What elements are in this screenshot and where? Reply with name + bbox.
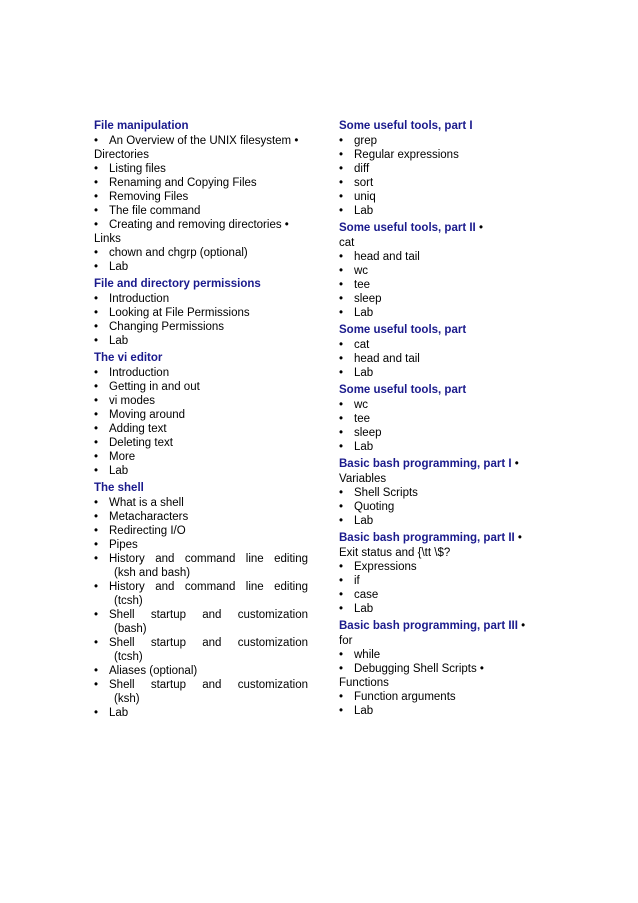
section-basic-bash-programming-part-iii: [339, 619, 549, 718]
section-heading-text: The shell: [94, 482, 144, 494]
bullet-item: • Lab: [339, 204, 549, 218]
bullet-item: • if: [339, 574, 549, 588]
bullet-item: • Shell startup and customization: [94, 608, 308, 622]
bullet-item: • Lab: [339, 306, 549, 320]
bullet-item: • cat: [339, 338, 549, 352]
heading-bullet: •: [514, 532, 522, 544]
bullet-item: • Deleting text: [94, 436, 308, 450]
section-heading: [94, 481, 308, 495]
bullet-item: • More: [94, 450, 308, 464]
section-heading-text: Basic bash programming, part I: [339, 458, 512, 470]
heading-bullet: •: [517, 620, 526, 632]
continuation-line: (tcsh): [114, 595, 143, 607]
continuation-line: for: [339, 635, 353, 647]
section-heading-text: Basic bash programming, part III: [339, 620, 518, 632]
bullet-item: • Lab: [94, 706, 308, 720]
bullet-item: • Redirecting I/O: [94, 524, 308, 538]
section-heading-text: File and directory permissions: [94, 278, 261, 290]
section-some-useful-tools-part: [339, 323, 549, 380]
bullet-item: • Lab: [339, 704, 549, 718]
section-file-manipulation: [94, 119, 308, 274]
bullet-item: • sleep: [339, 292, 549, 306]
bullet-item: • Lab: [339, 366, 549, 380]
bullet-item: • Introduction: [94, 292, 308, 306]
bullet-item: • What is a shell: [94, 496, 308, 510]
section-heading: [339, 221, 549, 235]
bullet-item: • Looking at File Permissions: [94, 306, 308, 320]
bullet-item: • Pipes: [94, 538, 308, 552]
bullet-item: • History and command line editing: [94, 580, 308, 594]
bullet-item: • Debugging Shell Scripts •: [339, 662, 549, 676]
bullet-item: • chown and chgrp (optional): [94, 246, 308, 260]
section-heading-text: The vi editor: [94, 352, 163, 364]
continuation-line: Links: [94, 233, 121, 245]
bullet-item: • Lab: [94, 464, 308, 478]
bullet-item: • tee: [339, 278, 549, 292]
section-basic-bash-programming-part-i: [339, 457, 549, 528]
bullet-item: • sort: [339, 176, 549, 190]
continuation-line: (tcsh): [114, 651, 143, 663]
bullet-item: • Shell startup and customization: [94, 636, 308, 650]
section-heading-text: Basic bash programming, part II: [339, 532, 515, 544]
bullet-item: • uniq: [339, 190, 549, 204]
bullet-item: • diff: [339, 162, 549, 176]
bullet-item: • Lab: [339, 440, 549, 454]
bullet-item: • Moving around: [94, 408, 308, 422]
bullet-item: • Changing Permissions: [94, 320, 308, 334]
section-heading: [94, 119, 308, 133]
section-heading: [339, 457, 549, 471]
bullet-item: • grep: [339, 134, 549, 148]
section-some-useful-tools-part: [339, 383, 549, 454]
bullet-item: • Shell startup and customization: [94, 678, 308, 692]
bullet-item: • head and tail: [339, 352, 549, 366]
bullet-item: • Metacharacters: [94, 510, 308, 524]
bullet-item: • Lab: [339, 514, 549, 528]
bullet-item: • The file command: [94, 204, 308, 218]
section-heading-text: Some useful tools, part: [339, 324, 467, 336]
bullet-item: • vi modes: [94, 394, 308, 408]
section-basic-bash-programming-part-ii: [339, 531, 549, 616]
bullet-item: • sleep: [339, 426, 549, 440]
section-heading-text: Some useful tools, part II: [339, 222, 476, 234]
continuation-line: Directories: [94, 149, 149, 161]
bullet-item: • wc: [339, 264, 549, 278]
bullet-item: • Lab: [339, 602, 549, 616]
continuation-line: (ksh and bash): [114, 567, 191, 579]
section-some-useful-tools-part-ii: [339, 221, 549, 320]
bullet-item: • Quoting: [339, 500, 549, 514]
section-heading: [339, 531, 549, 545]
bullet-item: • Aliases (optional): [94, 664, 308, 678]
continuation-line: Exit status and {\tt \$?: [339, 547, 451, 559]
heading-bullet: •: [511, 458, 519, 470]
section-the-vi-editor: [94, 351, 308, 478]
section-heading: [339, 383, 549, 397]
bullet-item: • Creating and removing directories •: [94, 218, 308, 232]
bullet-item: • An Overview of the UNIX filesystem •: [94, 134, 308, 148]
bullet-item: • Regular expressions: [339, 148, 549, 162]
heading-bullet: •: [475, 222, 483, 234]
right-column: [339, 116, 549, 720]
section-the-shell: [94, 481, 308, 720]
bullet-item: • Shell Scripts: [339, 486, 549, 500]
section-file-and-directory-permissions: [94, 277, 308, 348]
bullet-item: • Introduction: [94, 366, 308, 380]
section-heading: [339, 619, 549, 633]
section-some-useful-tools-part-i: [339, 119, 549, 218]
bullet-item: • Function arguments: [339, 690, 549, 704]
section-heading-text: Some useful tools, part I: [339, 120, 473, 132]
continuation-line: cat: [339, 237, 355, 249]
bullet-item: • tee: [339, 412, 549, 426]
continuation-line: (bash): [114, 623, 147, 635]
bullet-item: • Getting in and out: [94, 380, 308, 394]
section-heading-text: File manipulation: [94, 120, 189, 132]
left-column: [94, 116, 308, 722]
bullet-item: • case: [339, 588, 549, 602]
bullet-item: • History and command line editing: [94, 552, 308, 566]
section-heading: [339, 119, 549, 133]
continuation-line: (ksh): [114, 693, 140, 705]
section-heading: [94, 277, 308, 291]
bullet-item: • Lab: [94, 334, 308, 348]
bullet-item: • Removing Files: [94, 190, 308, 204]
continuation-line: Functions: [339, 677, 389, 689]
bullet-item: • while: [339, 648, 549, 662]
bullet-item: • wc: [339, 398, 549, 412]
bullet-item: • Renaming and Copying Files: [94, 176, 308, 190]
bullet-item: • Adding text: [94, 422, 308, 436]
bullet-item: • head and tail: [339, 250, 549, 264]
bullet-item: • Listing files: [94, 162, 308, 176]
section-heading-text: Some useful tools, part: [339, 384, 467, 396]
section-heading: [94, 351, 308, 365]
continuation-line: Variables: [339, 473, 387, 485]
bullet-item: • Lab: [94, 260, 308, 274]
section-heading: [339, 323, 549, 337]
bullet-item: • Expressions: [339, 560, 549, 574]
